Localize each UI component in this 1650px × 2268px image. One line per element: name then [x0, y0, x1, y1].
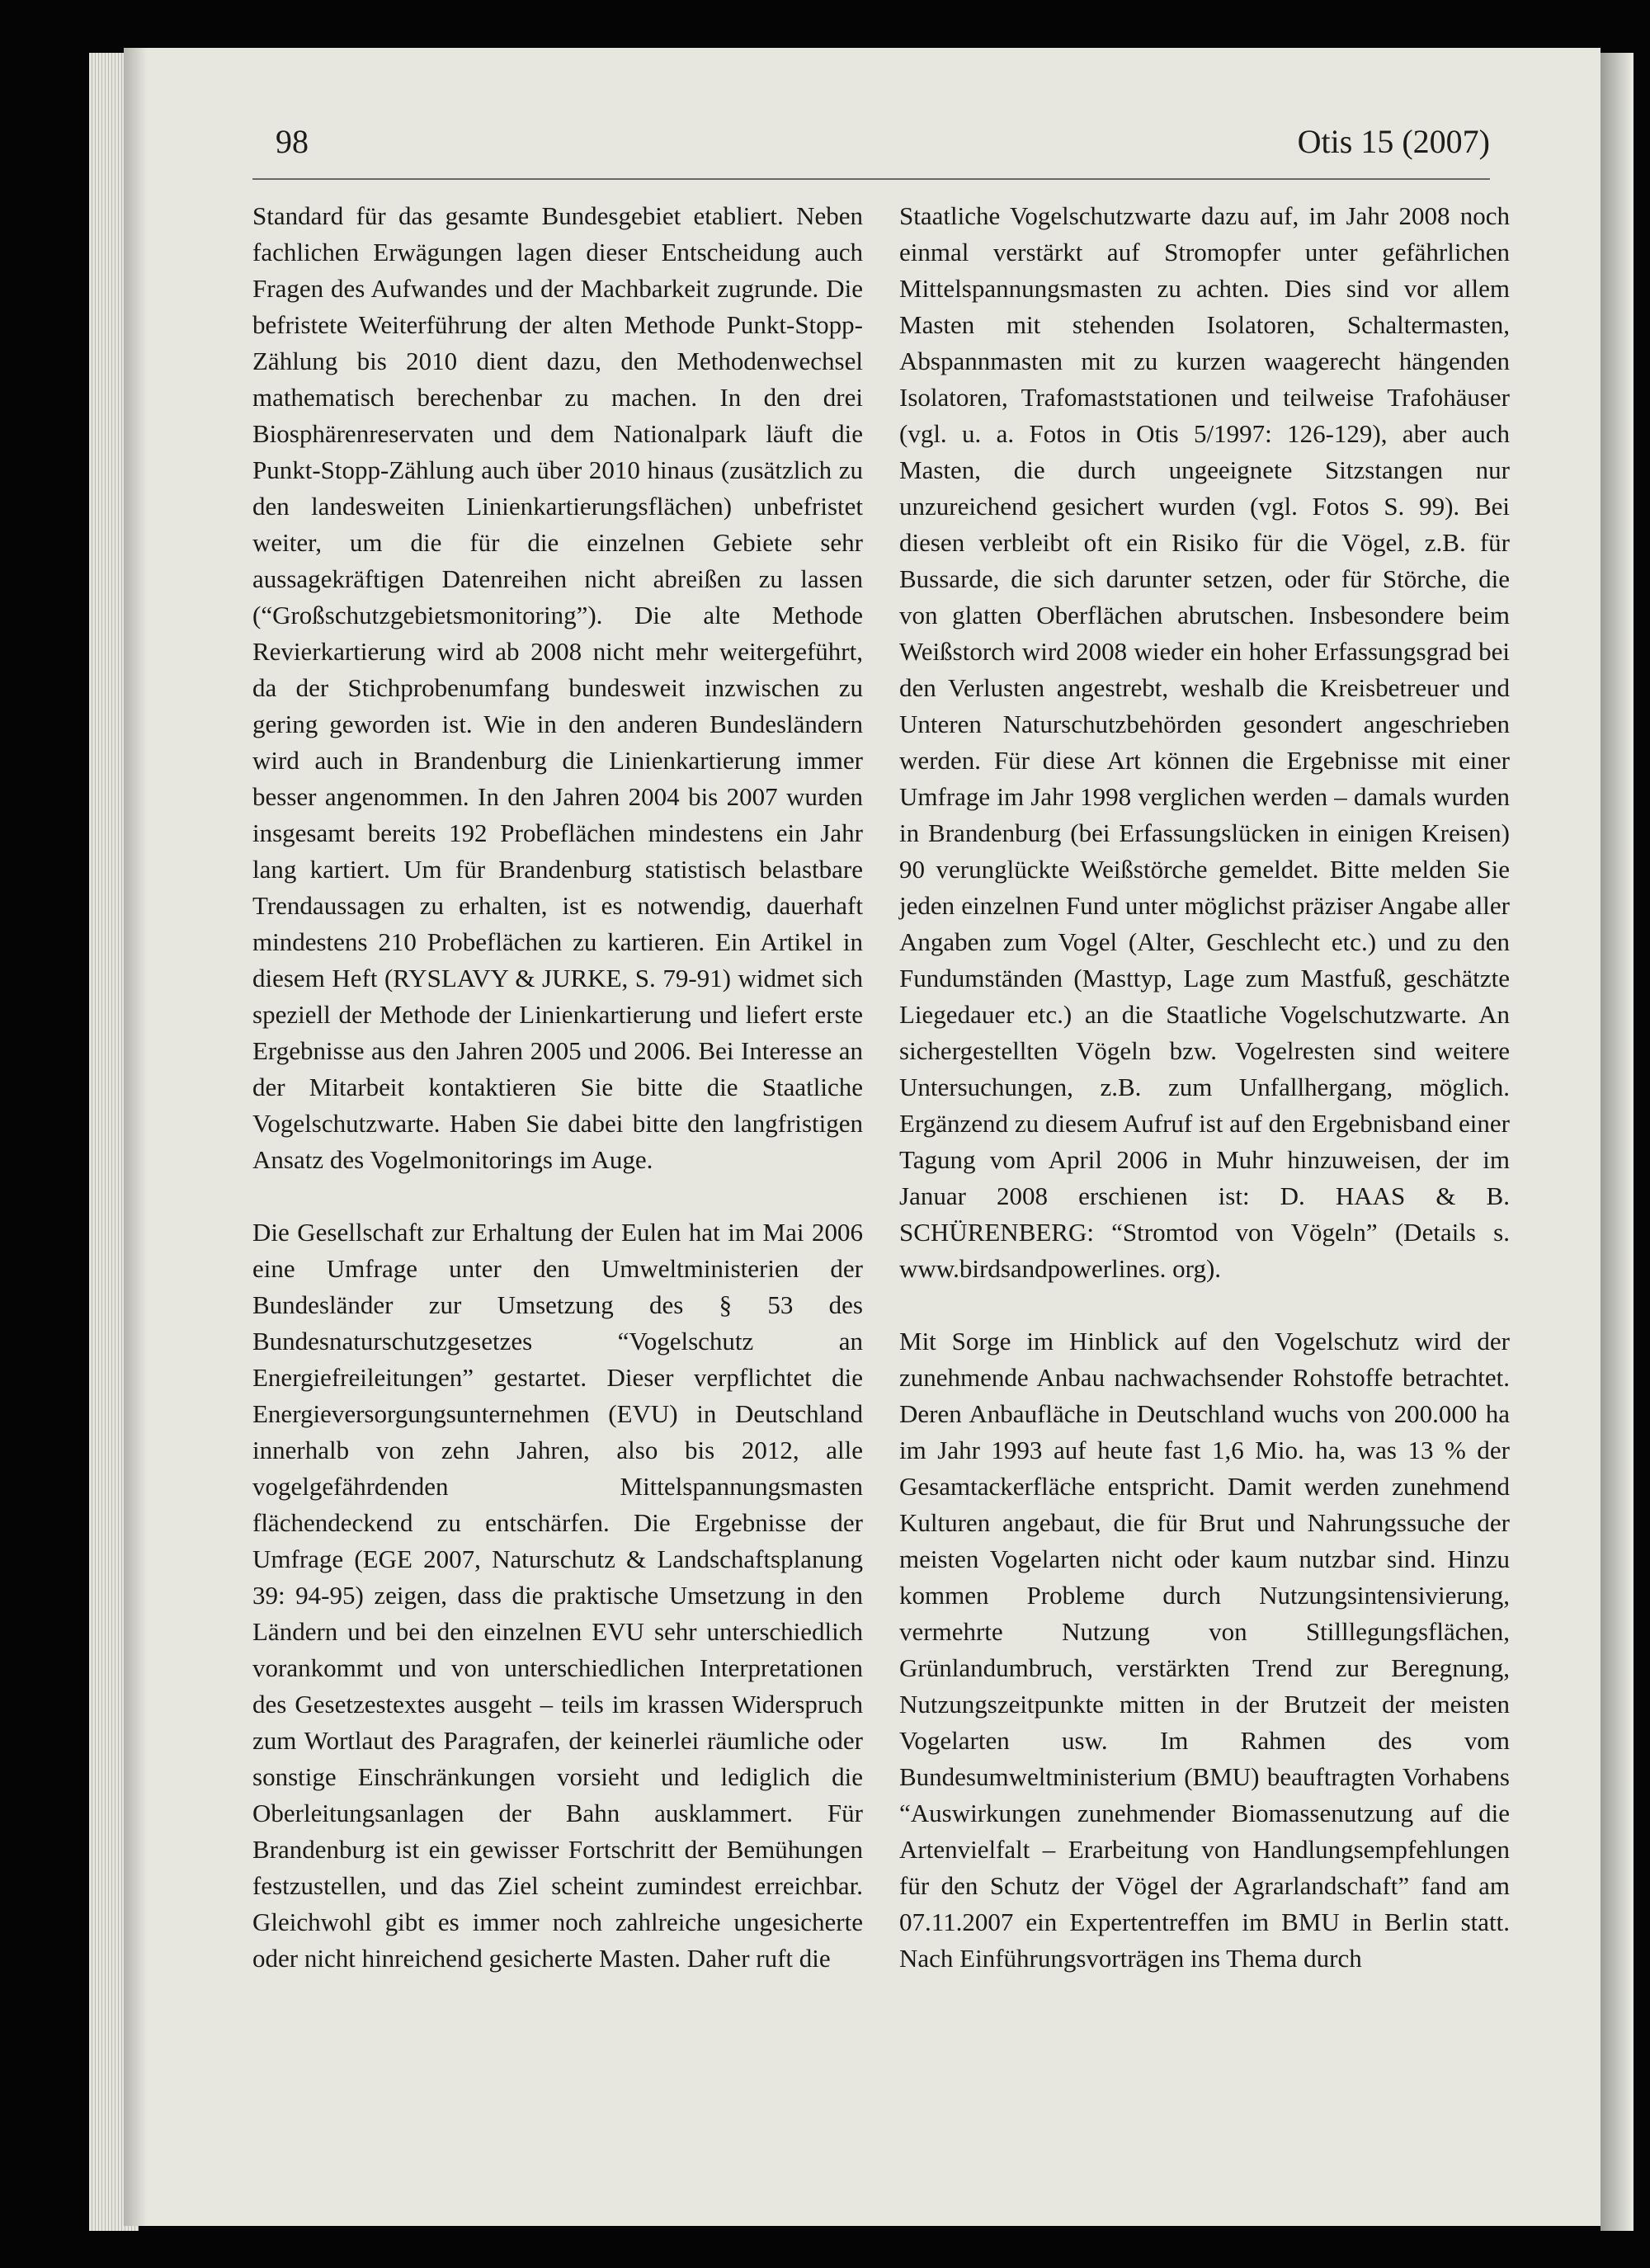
right-paragraph-1: Staatliche Vogelschutzwarte dazu auf, im Jahr 2008 noch einmal verstärkt auf Stromopfer unter gefährlichen Mittelspannungsmasten zu achten. Dies sind vor allem Masten mit stehenden Isolatoren, Schaltermasten, Abspannmasten mit zu kurzen waagerecht hängenden Isolatoren, Trafomaststationen und teilweise Trafohäuser (vgl. u. a. Fotos in Otis 5/1997: 126-129), aber auch Masten, die durch ungeeignete Sitzstangen nur unzureichend gesichert wurden (vgl. Fotos S. 99). Bei diesen verbleibt oft ein Risiko für die Vögel, z.B. für Bussarde, die sich darunter setzen, oder für Störche, die von glatten Oberflächen abrutschen. Insbesondere beim Weißstorch wird 2008 wieder ein hoher Erfassungsgrad bei den Verlusten angestrebt, weshalb die Kreisbetreuer und Unteren Naturschutzbehörden gesondert angeschrieben werden. Für diese Art können die Ergebnisse mit einer Umfrage im Jahr 1998 verglichen werden – damals wurden in Brandenburg (bei Erfassungslücken in einigen Kreisen) 90 verunglückte Weißstörche gemeldet. Bitte melden Sie jeden einzelnen Fund unter möglichst präziser Angabe aller Angaben zum Vogel (Alter, Geschlecht etc.) und zu den Fundumständen (Masttyp, Lage zum Mastfuß, geschätzte Liegedauer etc.) an die Staatliche Vogelschutzwarte. An sichergestellten Vögeln bzw. Vogelresten sind weitere Untersuchungen, z.B. zum Unfallhergang, möglich. Ergänzend zu diesem Aufruf ist auf den Ergebnisband einer Tagung vom April 2006 in Muhr hinzuweisen, der im Januar 2008 erschienen ist: D. HAAS & B. SCHÜRENBERG: “Stromtod von Vögeln” (Details s. www.birdsandpowerlines. org). [899, 201, 1510, 1283]
left-paragraph-2: Die Gesellschaft zur Erhaltung der Eulen hat im Mai 2006 eine Umfrage unter den Umweltministerien der Bundesländer zur Umsetzung des § 53 des Bundesnaturschutzgesetzes “Vogelschutz an Energiefreileitungen” gestartet. Dieser verpflichtet die Energieversorgungsunternehmen (EVU) in Deutschland innerhalb von zehn Jahren, also bis 2012, alle vogelgefährdenden Mittelspannungsmasten flächendeckend zu entschärfen. Die Ergebnisse der Umfrage (EGE 2007, Naturschutz & Landschaftsplanung 39: 94-95) zeigen, dass die praktische Umsetzung in den Ländern und bei den einzelnen EVU sehr unterschiedlich vorankommt und von unterschiedlichen Interpretationen des Gesetzestextes ausgeht – teils im krassen Widerspruch zum Wortlaut des Paragrafen, der keinerlei räumliche oder sonstige Einschränkungen vorsieht und lediglich die Oberleitungsanlagen der Bahn ausklammert. Für Brandenburg ist ein gewisser Fortschritt der Bemühungen festzustellen, und das Ziel scheint zumindest erreichbar. Gleichwohl gibt es immer noch zahlreiche ungesicherte oder nicht hinreichend gesicherte Masten. Daher ruft die [252, 1218, 863, 1973]
adjacent-page-shadow [1600, 53, 1634, 2231]
journal-reference: Otis 15 (2007) [1297, 123, 1490, 160]
page-number: 98 [276, 123, 309, 160]
left-column [252, 198, 863, 2013]
gutter-shadow [124, 48, 147, 2226]
right-paragraph-2: Mit Sorge im Hinblick auf den Vogelschutz wird der zunehmende Anbau nachwachsender Rohstoffe betrachtet. Deren Anbaufläche in Deutschland wuchs von 200.000 ha im Jahr 1993 auf heute fast 1,6 Mio. ha, was 13 % der Gesamtackerfläche entspricht. Damit werden zunehmend Kulturen angebaut, die für Brut und Nahrungssuche der meisten Vogelarten nicht oder kaum nutzbar sind. Hinzu kommen Probleme durch Nutzungsintensivierung, vermehrte Nutzung von Stilllegungsflächen, Grünlandumbruch, verstärkten Trend zur Beregnung, Nutzungszeitpunkte mitten in der Brutzeit der meisten Vogelarten usw. Im Rahmen des vom Bundesumweltministerium (BMU) beauftragten Vorhabens “Auswirkungen zunehmender Biomassenutzung auf die Artenvielfalt – Erarbeitung von Handlungsempfehlungen für den Schutz der Vögel der Agrarlandschaft” fand am 07.11.2007 ein Expertentreffen im BMU in Berlin statt. Nach Einführungsvorträgen ins Thema durch [899, 1327, 1510, 1973]
running-header [252, 116, 1490, 180]
left-paragraph-1: Standard für das gesamte Bundesgebiet etabliert. Neben fachlichen Erwägungen lagen dieser Entscheidung auch Fragen des Aufwandes und der Machbarkeit zugrunde. Die befristete Weiterführung der alten Methode Punkt-Stopp-Zählung bis 2010 dient dazu, den Methodenwechsel mathematisch berechenbar zu machen. In den drei Biosphärenreservaten und dem Nationalpark läuft die Punkt-Stopp-Zählung auch über 2010 hinaus (zusätzlich zu den landesweiten Linienkartierungsflächen) unbefristet weiter, um die für die einzelnen Gebiete sehr aussagekräftigen Datenreihen nicht abreißen zu lassen (“Großschutzgebietsmonitoring”). Die alte Methode Revierkartierung wird ab 2008 nicht mehr weitergeführt, da der Stichprobenumfang bundesweit inzwischen zu gering geworden ist. Wie in den anderen Bundesländern wird auch in Brandenburg die Linienkartierung immer besser angenommen. In den Jahren 2004 bis 2007 wurden insgesamt bereits 192 Probeflächen mindestens ein Jahr lang kartiert. Um für Brandenburg statistisch belastbare Trendaussagen zu erhalten, ist es notwendig, dauerhaft mindestens 210 Probeflächen zu kartieren. Ein Artikel in diesem Heft (RYSLAVY & JURKE, S. 79-91) widmet sich speziell der Methode der Linienkartierung und liefert erste Ergebnisse aus den Jahren 2005 und 2006. Bei Interesse an der Mitarbeit kontaktieren Sie bitte die Staatliche Vogelschutzwarte. Haben Sie dabei bitte den langfristigen Ansatz des Vogelmonitorings im Auge. [252, 201, 863, 1174]
right-column [899, 198, 1510, 2013]
